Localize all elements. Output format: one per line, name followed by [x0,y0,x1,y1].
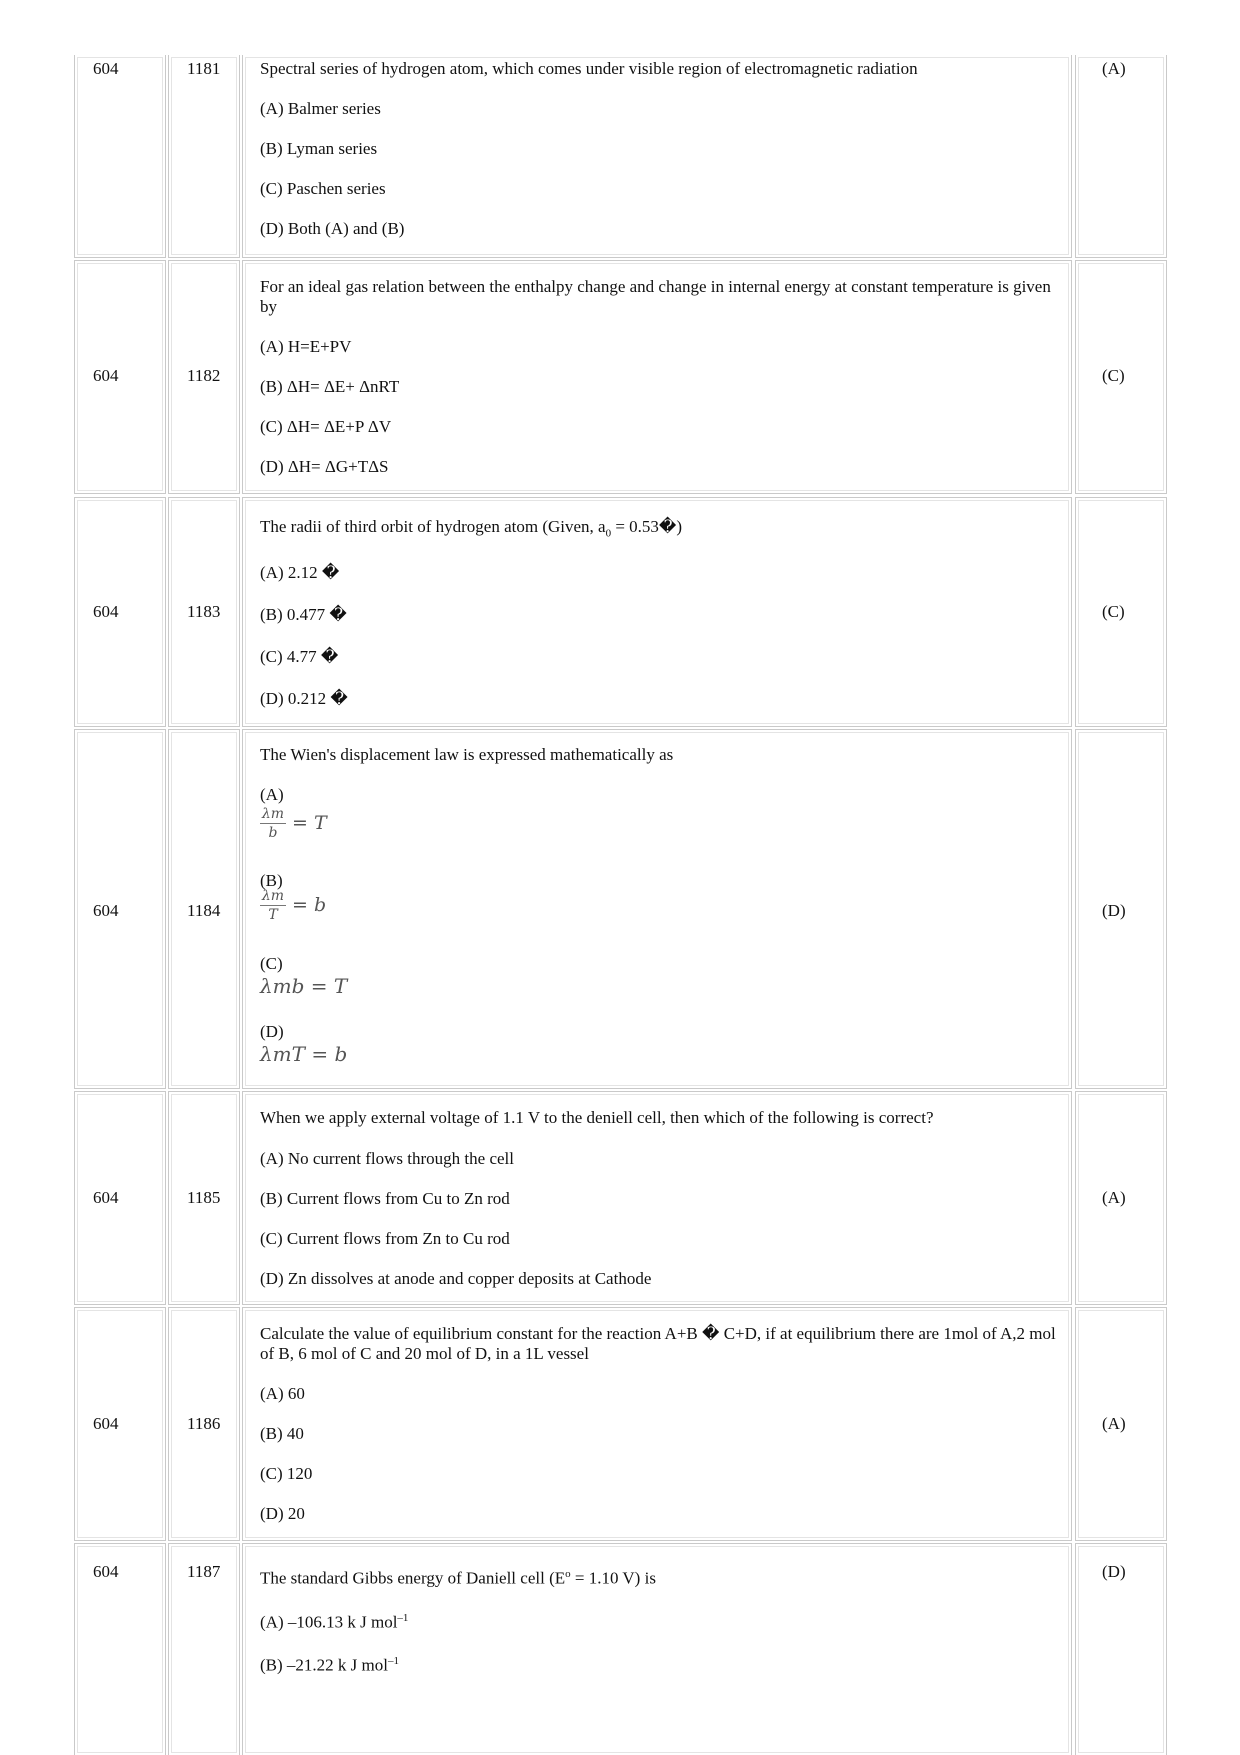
option-d: (D) 20 [260,1504,305,1523]
option-b: (B) –21.22 k J mol$^{-1}$ [260,1655,399,1675]
option-c: (C) 4.77 � [260,647,339,666]
paper-code-cell [74,1543,166,1755]
option-d: (D) 0.212 � [260,689,348,708]
question-cell [242,497,1072,727]
question-text: The standard Gibbs energy of Daniell cell ($E^o = 1.10$ V) is [260,1568,656,1588]
option-c: (C) ΔH= ΔE+P ΔV [260,417,392,436]
option-a: (A) –106.13 k J mol$^{-1}$ [260,1612,409,1632]
table-row [0,729,1240,1089]
question-text: The Wien's displacement law is expressed mathematically as [260,745,674,764]
paper-code: 604 [93,1414,119,1433]
question-number-cell [168,1091,240,1305]
option-c: (C) 120 [260,1464,313,1483]
option-d: (D) Zn dissolves at anode and copper deposits at Cathode [260,1269,652,1288]
question-number: 1185 [187,1188,221,1207]
option-c: (C) Current flows from Zn to Cu rod [260,1229,510,1248]
option-b: (B) Lyman series [260,139,378,158]
option-a: (A) H=E+PV [260,337,352,356]
question-number: 1186 [187,1414,221,1433]
question-number: 1187 [187,1562,221,1581]
question-number-cell [168,55,240,258]
paper-code: 604 [93,366,119,385]
question-number-cell [168,729,240,1089]
paper-code: 604 [93,1188,119,1207]
option-a: (A) No current flows through the cell [260,1149,514,1168]
paper-code: 604 [93,901,119,920]
option-a: (A) 60 [260,1384,305,1403]
answer-cell [1075,1543,1167,1755]
paper-code: 604 [93,602,119,621]
option-d: (D) Both (A) and (B) [260,219,405,238]
question-number-cell [168,1307,240,1541]
option-c-label: (C) [260,954,283,973]
question-cell [242,1307,1072,1541]
question-number-cell [168,260,240,494]
question-number-cell [168,1543,240,1755]
answer: (A) [1102,59,1126,78]
question-cell [242,55,1072,258]
question-text: When we apply external voltage of 1.1 V to the deniell cell, then which of the following is correct? [260,1108,934,1127]
question-number: 1183 [187,602,221,621]
question-cell: The Wien's displacement law is expressed mathematically as (A) $\frac{\lambda m}{b}$ = T (B) $\frac{\lambda m}{T}$ = b (C) λmb = T (D) λmT = b [242,729,1072,1089]
answer-cell [1075,55,1167,258]
question-text: The radii of third orbit of hydrogen atom (Given, $a_0$ = 0.53�) [260,517,683,540]
question-number: 1181 [187,59,221,78]
question-number: 1184 [187,901,221,920]
question-cell [242,260,1072,494]
paper-code: 604 [93,59,119,78]
paper-code-cell [74,729,166,1089]
question-text: Calculate the value of equilibrium constant for the reaction A+B � C+D, if at equilibrium there are 1mol of A,2 mol of B, 6 mol of C and 20 mol of D, in a 1L vessel [260,1324,1056,1363]
table-row [0,260,1240,494]
paper-code-cell [74,1307,166,1541]
option-a-label: (A) [260,785,284,804]
option-d: (D) ΔH= ΔG+TΔS [260,457,389,476]
table-row [0,1091,1240,1305]
option-d-label: (D) [260,1022,284,1041]
question-cell [242,1543,1072,1755]
answer-cell [1075,1307,1167,1541]
answer-cell [1075,497,1167,727]
option-a: (A) Balmer series [260,99,381,118]
question-cell [242,1091,1072,1305]
answer: (A) [1102,1188,1126,1207]
table-row [0,1307,1240,1541]
question-text: For an ideal gas relation between the enthalpy change and change in internal energy at constant temperature is given by [260,277,1051,316]
paper-code-cell [74,497,166,727]
option-b: (B) Current flows from Cu to Zn rod [260,1189,510,1208]
option-b-label: (B) [260,871,283,890]
table-row [0,55,1240,258]
option-b: (B) 0.477 � [260,605,347,624]
answer-cell [1075,729,1167,1089]
answer-cell [1075,260,1167,494]
question-number-cell [168,497,240,727]
option-b: (B) ΔH= ΔE+ ΔnRT [260,377,400,396]
table-row [0,497,1240,727]
paper-code-cell [74,260,166,494]
answer: (D) [1102,901,1126,920]
question-text: Spectral series of hydrogen atom, which comes under visible region of electromagnetic radiation [260,59,918,78]
paper-code-cell [74,55,166,258]
answer: (D) [1102,1562,1126,1581]
answer-cell [1075,1091,1167,1305]
paper-code: 604 [93,1562,119,1581]
option-a: (A) 2.12 � [260,563,340,582]
answer: (A) [1102,1414,1126,1433]
option-b: (B) 40 [260,1424,304,1443]
answer: (C) [1102,366,1125,385]
paper-code-cell [74,1091,166,1305]
answer: (C) [1102,602,1125,621]
option-c: (C) Paschen series [260,179,386,198]
question-number: 1182 [187,366,221,385]
table-row [0,1543,1240,1755]
